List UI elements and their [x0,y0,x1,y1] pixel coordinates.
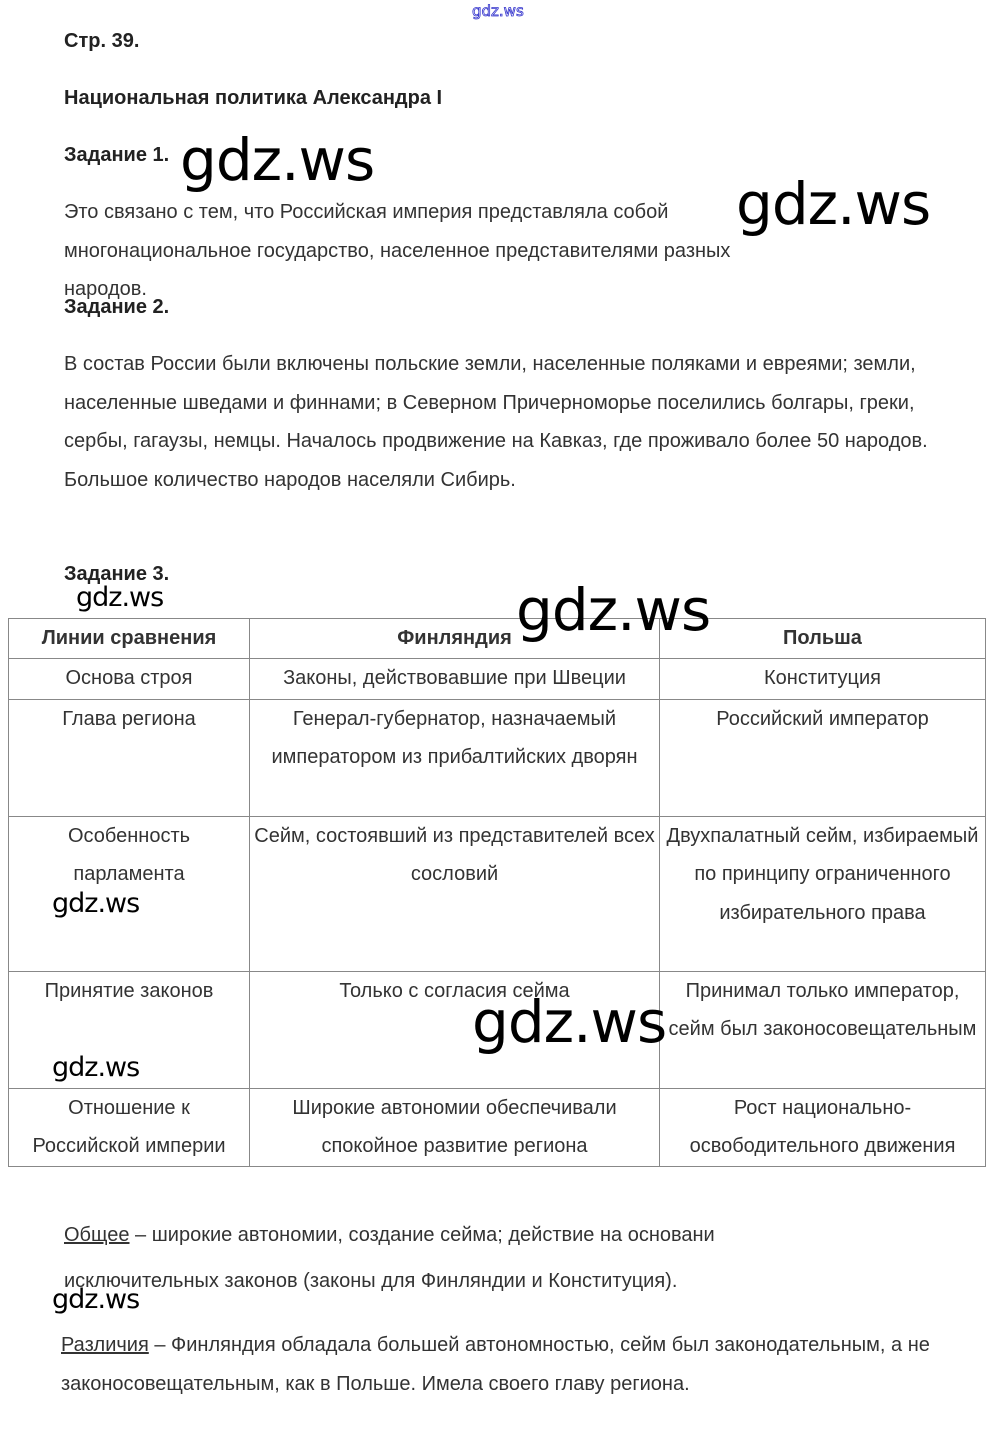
table-cell: Принимал только император, сейм был законосовещательным [660,971,986,1088]
column-header: Линии сравнения [9,619,250,659]
table-cell: Только с согласия сейма [250,971,660,1088]
common-label: Общее [64,1224,130,1246]
task3-heading: Задание 3. [64,563,170,585]
watermark: gdz.ws [736,170,931,238]
table-cell: Генерал-губернатор, назначаемый императором из прибалтийских дворян [250,699,660,816]
watermark: gdz.ws [180,126,375,194]
page-label: Стр. 39. [64,30,140,52]
task2-heading: Задание 2. [64,296,170,318]
watermark: gdz.ws [52,1284,140,1315]
common-text-2: исключительных законов (законы для Финляндии и Конституция). [64,1270,678,1292]
task1-text: Это связано с тем, что Российская империя представляла собой многонациональное государство, населенное представителями разных народов. [64,201,731,300]
page-title: Национальная политика Александра I [64,87,443,109]
table-cell: Глава региона [9,699,250,816]
common-text: – широкие автономии, создание сейма; действие на основани [129,1224,715,1246]
watermark: gdz.ws [472,988,667,1056]
watermark: gdz.ws [52,888,140,919]
table-cell: Особенность парламента [9,816,250,971]
watermark: gdz.ws [52,1052,140,1083]
common-paragraph [64,1216,944,1255]
differences-paragraph [61,1326,931,1403]
table-cell: Основа строя [9,658,250,699]
table-row [9,1088,986,1166]
table-cell: Рост национально-освободительного движения [660,1088,986,1166]
table-row [9,816,986,971]
differences-text: – Финляндия обладала большей автономностью, сейм был законодательным, а не законосовещательным, как в Польше. Имела своего главу региона. [61,1334,930,1395]
table-row [9,699,986,816]
table-cell: Сейм, состоявший из представителей всех сословий [250,816,660,971]
table-row [9,658,986,699]
table-cell: Законы, действовавшие при Швеции [250,658,660,699]
table-cell: Российский император [660,699,986,816]
task2-text: В состав России были включены польские земли, населенные поляками и евреями; земли, населенные шведами и финнами; в Северном Причерноморье поселились болгары, греки, сербы, гагаузы, немцы. Началось продвижение на Кавказ, где проживало более 50 народов. Большое количество народов населяли Сибирь. [64,353,928,491]
table-cell: Широкие автономии обеспечивали спокойное развитие региона [250,1088,660,1166]
table-cell: Конституция [660,658,986,699]
table-cell: Отношение к Российской империи [9,1088,250,1166]
table-cell: Принятие законов [9,971,250,1088]
watermark: gdz.ws [516,576,711,644]
watermark: gdz.ws [472,2,524,20]
table-header-row [9,619,986,659]
comparison-table [8,618,986,1167]
watermark: gdz.ws [76,582,164,613]
column-header: Финляндия [250,619,660,659]
task1-heading: Задание 1. [64,144,170,166]
column-header: Польша [660,619,986,659]
table-cell: Двухпалатный сейм, избираемый по принципу ограниченного избирательного права [660,816,986,971]
differences-label: Различия [61,1334,149,1356]
